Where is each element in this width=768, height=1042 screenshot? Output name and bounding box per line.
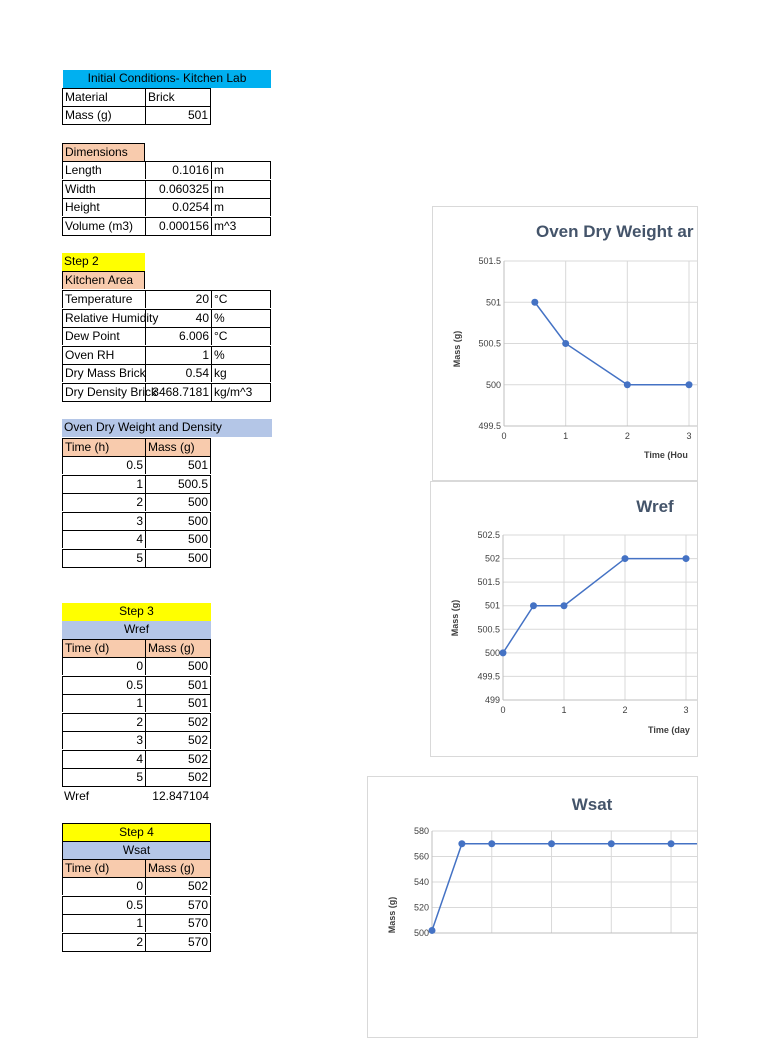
dimension-label[interactable]: Height [62, 198, 145, 216]
dimension-unit[interactable]: m^3 [211, 217, 271, 236]
dimensions-header[interactable]: Dimensions [62, 143, 145, 161]
kitchen-param-value[interactable]: 20 [145, 290, 211, 308]
mass-cell[interactable]: 501 [145, 694, 211, 712]
dimension-value[interactable]: 0.060325 [145, 180, 211, 198]
oven-table-title[interactable]: Oven Dry Weight and Density [62, 419, 272, 437]
kitchen-area-header[interactable]: Kitchen Area [62, 271, 145, 289]
y-tick-label: 520 [413, 902, 429, 913]
x-axis-label: Time (day [648, 725, 690, 735]
dimension-value[interactable]: 0.0254 [145, 198, 211, 216]
time-cell[interactable]: 3 [62, 512, 145, 530]
step3-col-mass[interactable]: Mass (g) [145, 639, 211, 657]
data-point [624, 381, 631, 388]
mass-cell[interactable]: 502 [145, 768, 211, 787]
kitchen-param-unit[interactable]: kg [211, 364, 271, 382]
dimension-unit[interactable]: m [211, 198, 271, 216]
y-axis-label: Mass (g) [452, 330, 462, 368]
kitchen-param-unit[interactable]: °C [211, 290, 271, 308]
y-tick-label: 499 [484, 695, 500, 705]
x-tick-label: 0 [500, 705, 506, 715]
y-tick-label: 500 [413, 928, 429, 938]
wsat-chart[interactable] [367, 776, 698, 1038]
data-point [622, 555, 629, 562]
kitchen-param-label[interactable]: Relative Humidity [62, 309, 145, 327]
x-tick-label: 2 [624, 431, 630, 441]
step4-title[interactable]: Step 4 [62, 823, 211, 841]
mass-cell[interactable]: 500 [145, 493, 211, 511]
y-tick-label: 540 [413, 877, 429, 887]
y-tick-label: 500.5 [478, 338, 501, 349]
wref-subtitle[interactable]: Wref [62, 621, 211, 639]
y-tick-label: 502.5 [477, 530, 500, 540]
x-tick-label: 1 [561, 705, 567, 715]
time-cell[interactable]: 4 [62, 530, 145, 548]
time-cell[interactable]: 1 [62, 914, 145, 932]
mass-cell[interactable]: 500 [145, 530, 211, 548]
material-value[interactable]: Brick [145, 88, 211, 106]
data-point [686, 381, 693, 388]
data-point [500, 649, 507, 656]
y-tick-label: 560 [413, 851, 429, 862]
dimension-value[interactable]: 0.1016 [145, 161, 211, 179]
y-tick-label: 501 [484, 600, 500, 611]
mass-cell[interactable]: 502 [145, 877, 211, 895]
dimension-value[interactable]: 0.000156 [145, 217, 211, 236]
oven-col-time[interactable]: Time (h) [62, 438, 145, 456]
wref-result-label[interactable]: Wref [64, 789, 90, 803]
kitchen-param-unit[interactable]: % [211, 346, 271, 364]
step3-col-time[interactable]: Time (d) [62, 639, 145, 657]
kitchen-param-label[interactable]: Dry Density Brick [62, 383, 145, 402]
time-cell[interactable]: 0 [62, 877, 145, 895]
x-tick-label: 3 [683, 705, 689, 715]
dimension-unit[interactable]: m [211, 180, 271, 198]
y-tick-label: 580 [413, 826, 429, 836]
wref-chart[interactable] [430, 481, 698, 757]
time-cell[interactable]: 4 [62, 750, 145, 768]
mass-cell[interactable]: 502 [145, 713, 211, 731]
y-tick-label: 500.5 [477, 624, 500, 635]
x-axis-label: Time (Hou [644, 450, 688, 460]
oven-col-mass[interactable]: Mass (g) [145, 438, 211, 456]
mass-cell[interactable]: 570 [145, 933, 211, 952]
dimension-label[interactable]: Volume (m3) [62, 217, 145, 236]
time-cell[interactable]: 1 [62, 694, 145, 712]
material-label[interactable]: Material [62, 88, 145, 106]
data-point [562, 340, 569, 347]
dimension-label[interactable]: Width [62, 180, 145, 198]
x-tick-label: 3 [686, 431, 692, 441]
y-axis-label: Mass (g) [387, 896, 397, 934]
y-tick-label: 499.5 [478, 421, 501, 431]
step3-title[interactable]: Step 3 [62, 603, 211, 621]
wsat-chart-svg [368, 777, 697, 1037]
kitchen-param-label[interactable]: Oven RH [62, 346, 145, 364]
mass-cell[interactable]: 501 [145, 676, 211, 694]
time-cell[interactable]: 2 [62, 713, 145, 731]
oven-dry-weight-chart[interactable] [432, 206, 698, 481]
kitchen-param-unit[interactable]: kg/m^3 [211, 383, 271, 402]
mass-cell[interactable]: 500 [145, 657, 211, 675]
mass-label[interactable]: Mass (g) [62, 106, 145, 125]
x-tick-label: 1 [563, 431, 569, 441]
mass-cell[interactable]: 570 [145, 914, 211, 932]
mass-cell[interactable]: 502 [145, 750, 211, 768]
kitchen-param-label[interactable]: Temperature [62, 290, 145, 308]
mass-cell[interactable]: 501 [145, 456, 211, 474]
time-cell[interactable]: 5 [62, 549, 145, 568]
mass-cell[interactable]: 570 [145, 896, 211, 914]
time-cell[interactable]: 5 [62, 768, 145, 787]
time-cell[interactable]: 3 [62, 731, 145, 749]
mass-cell[interactable]: 502 [145, 731, 211, 749]
mass-cell[interactable]: 500 [145, 549, 211, 568]
kitchen-param-value[interactable]: 1 [145, 346, 211, 364]
time-cell[interactable]: 0.5 [62, 896, 145, 914]
mass-cell[interactable]: 500 [145, 512, 211, 530]
chart-title: Oven Dry Weight ar [536, 222, 694, 241]
data-point [668, 840, 675, 847]
chart-title: Wsat [571, 795, 613, 814]
data-point [530, 602, 537, 609]
kitchen-param-unit[interactable]: °C [211, 327, 271, 345]
y-tick-label: 501 [485, 297, 501, 308]
data-point [429, 927, 436, 934]
time-cell[interactable]: 0.5 [62, 456, 145, 474]
mass-cell[interactable]: 500.5 [145, 475, 211, 493]
initial-conditions-title[interactable]: Initial Conditions- Kitchen Lab [63, 70, 271, 88]
data-point [683, 555, 690, 562]
wref-chart-svg [431, 482, 697, 756]
time-cell[interactable]: 0.5 [62, 676, 145, 694]
y-tick-label: 499.5 [477, 671, 500, 682]
y-tick-label: 500 [485, 379, 501, 390]
kitchen-param-label[interactable]: Dry Mass Brick [62, 364, 145, 382]
wsat-subtitle[interactable]: Wsat [62, 841, 211, 859]
data-point [458, 840, 465, 847]
kitchen-param-label[interactable]: Dew Point [62, 327, 145, 345]
y-tick-label: 501.5 [477, 577, 500, 588]
step4-col-mass[interactable]: Mass (g) [145, 859, 211, 877]
y-axis-label: Mass (g) [450, 599, 460, 637]
kitchen-param-value[interactable]: 40 [145, 309, 211, 327]
data-point [548, 840, 555, 847]
x-tick-label: 2 [622, 705, 628, 715]
time-cell[interactable]: 2 [62, 493, 145, 511]
dimension-unit[interactable]: m [211, 161, 271, 179]
time-cell[interactable]: 2 [62, 933, 145, 952]
kitchen-param-value[interactable]: 3468.7181 [145, 383, 211, 402]
mass-value[interactable]: 501 [145, 106, 211, 125]
data-point [531, 299, 538, 306]
data-point [608, 840, 615, 847]
x-tick-label: 0 [501, 431, 507, 441]
oven-dry-weight-chart-svg [433, 207, 697, 480]
step4-col-time[interactable]: Time (d) [62, 859, 145, 877]
dimension-label[interactable]: Length [62, 161, 145, 179]
data-point [561, 602, 568, 609]
y-tick-label: 501.5 [478, 256, 501, 266]
kitchen-param-value[interactable]: 0.54 [145, 364, 211, 382]
chart-title: Wref [636, 497, 674, 516]
y-tick-label: 502 [484, 553, 500, 564]
wref-result-value[interactable]: 12.847104 [152, 789, 209, 803]
kitchen-param-value[interactable]: 6.006 [145, 327, 211, 345]
time-cell[interactable]: 1 [62, 475, 145, 493]
data-point [488, 840, 495, 847]
step2-title[interactable]: Step 2 [62, 253, 145, 271]
kitchen-param-unit[interactable]: % [211, 309, 271, 327]
y-tick-label: 500 [484, 647, 500, 658]
time-cell[interactable]: 0 [62, 657, 145, 675]
